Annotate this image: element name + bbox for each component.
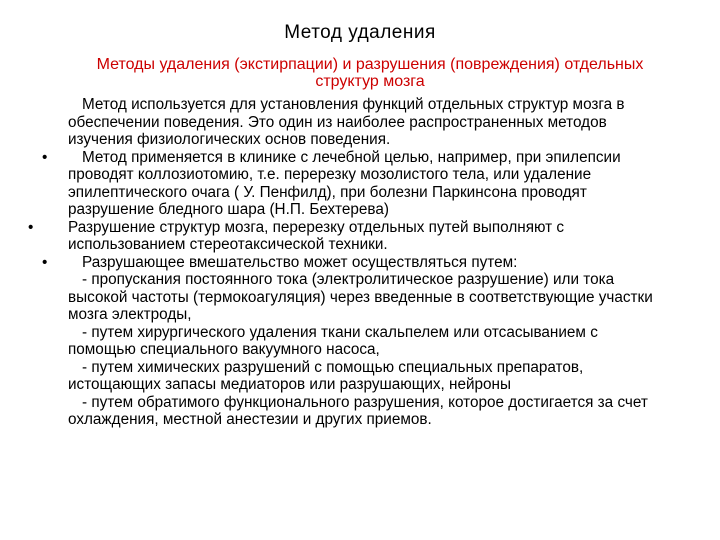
method-surgical: - путем хирургического удаления ткани скальпелем или отсасыванием с помощью специального вакуумного насоса, — [68, 323, 598, 358]
slide-subtitle: Методы удаления (экстирпации) и разрушения (повреждения) отдельных структур мозга — [96, 56, 644, 90]
bullet-intervention: • Разрушающее вмешательство может осуществляться путем: — [68, 254, 668, 272]
slide-title: Метод удаления — [284, 22, 436, 43]
bullet-clinic: • Метод применяется в клинике с лечебной целью, например, при эпилепсии проводят коллозиотомию, т.е. перерезку мозолистого тела, или удаление эпилептического очага ( У. Пенфилд), при болезни Паркинсона проводят разрушение бледного шара (Н.П. Бехтерева) — [68, 149, 668, 219]
method-current: - пропускания постоянного тока (электролитическое разрушение) или тока высокой частоты (термокоагуляция) через введенные в соответствующие участки мозга электроды, — [68, 271, 653, 323]
method-reversible: - путем обратимого функционального разрушения, которое достигается за счет охлаждения, местной анестезии и других приемов. — [68, 393, 648, 428]
bullet-stereotaxic: • Разрушение структур мозга, перерезку отдельных путей выполняют с использованием стереотаксической техники. — [68, 219, 668, 254]
paragraph-intro: Метод используется для установления функций отдельных структур мозга в обеспечении поведения. Это один из наиболее распространенных методов изучения физиологических основ поведения. — [68, 96, 625, 148]
slide-body — [68, 96, 668, 429]
method-chemical: - путем химических разрушений с помощью специальных препаратов, истощающих запасы медиаторов или разрушающих, нейроны — [68, 358, 584, 393]
